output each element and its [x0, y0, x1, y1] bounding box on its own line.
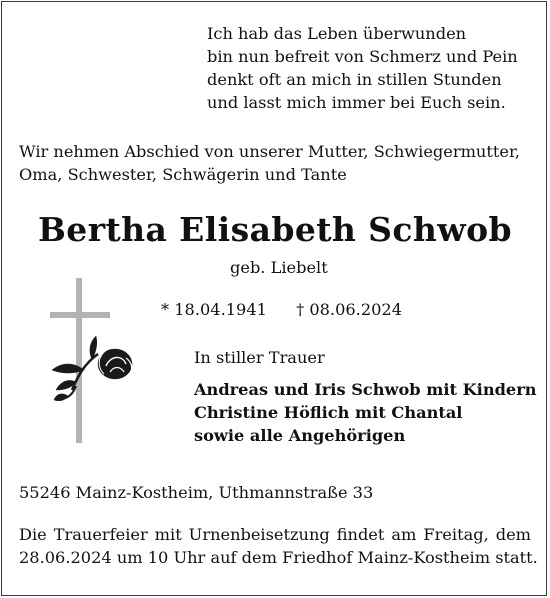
- birth-name: geb. Liebelt: [230, 258, 328, 277]
- poem-line: Ich hab das Leben überwunden: [207, 24, 467, 43]
- birth-date: * 18.04.1941: [161, 300, 267, 319]
- poem-line: denkt oft an mich in stillen Stunden: [207, 70, 502, 89]
- mourner-line: Andreas und Iris Schwob mit Kindern: [194, 380, 537, 399]
- cross-horizontal-beam: [50, 312, 110, 318]
- family-address: 55246 Mainz-Kostheim, Uthmannstraße 33: [19, 483, 374, 502]
- cross-with-rose-icon: [40, 278, 150, 448]
- cross-vertical-beam: [76, 278, 82, 443]
- intro-line: Wir nehmen Abschied von unserer Mutter, Schwiegermutter,: [19, 142, 521, 161]
- funeral-line: 28.06.2024 um 10 Uhr auf dem Friedhof Mainz-Kostheim statt.: [19, 548, 538, 567]
- mourners-list: [194, 378, 537, 447]
- mourner-line: Christine Höflich mit Chantal: [194, 403, 463, 422]
- poem: [207, 22, 518, 114]
- intro-line: Oma, Schwester, Schwägerin und Tante: [19, 165, 347, 184]
- poem-line: bin nun befreit von Schmerz und Pein: [207, 47, 518, 66]
- mourning-heading: In stiller Trauer: [194, 348, 325, 367]
- mourner-line: sowie alle Angehörigen: [194, 426, 406, 445]
- farewell-intro: [19, 140, 534, 186]
- poem-line: und lasst mich immer bei Euch sein.: [207, 93, 506, 112]
- rose-icon: [52, 336, 132, 401]
- death-date: † 08.06.2024: [296, 300, 403, 319]
- funeral-notice: [19, 523, 538, 569]
- funeral-line: Die Trauerfeier mit Urnenbeisetzung findet am Freitag, dem: [19, 525, 531, 544]
- life-dates: [161, 300, 402, 319]
- deceased-name: Bertha Elisabeth Schwob: [38, 210, 512, 249]
